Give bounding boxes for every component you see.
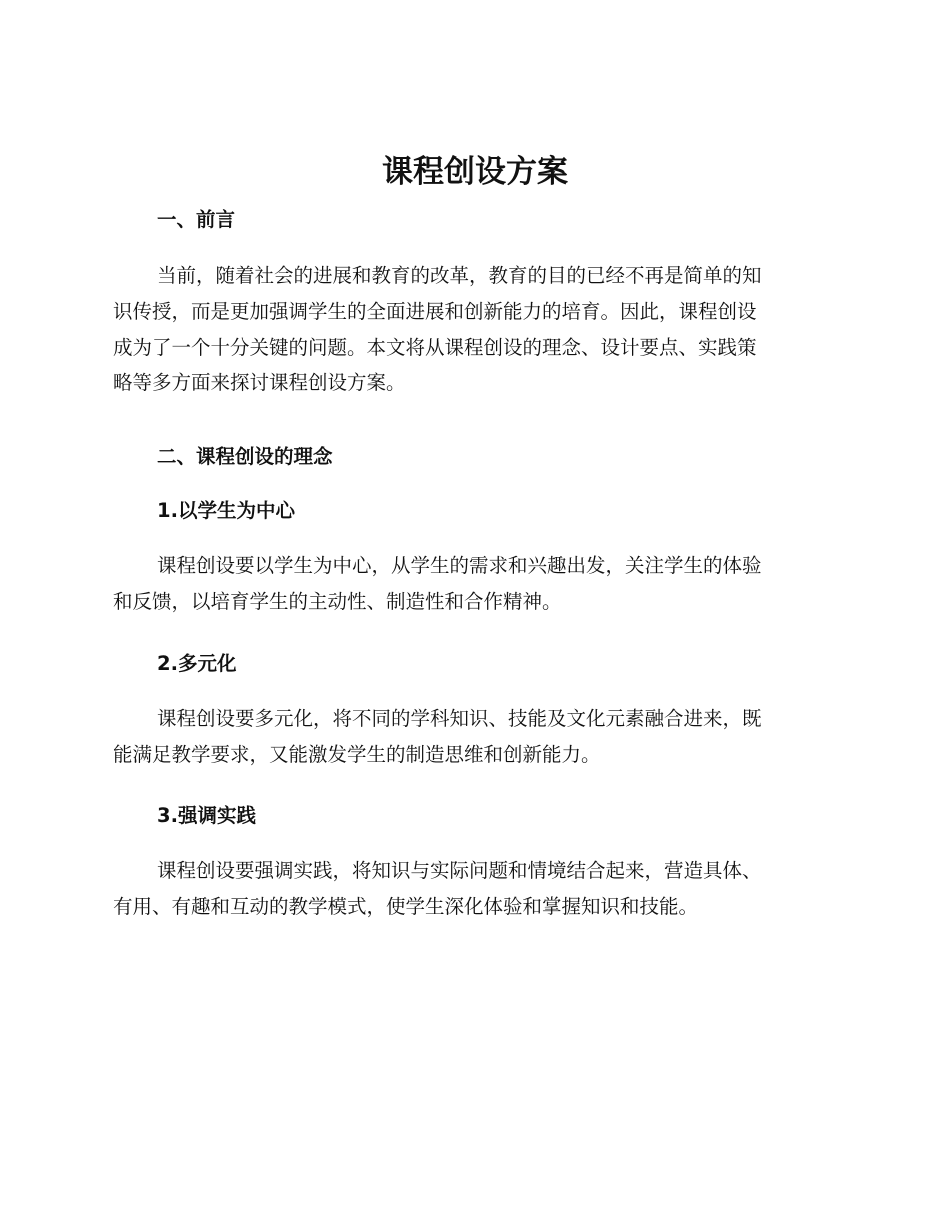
document-title: 课程创设方案	[382, 154, 568, 190]
diversification-paragraph	[113, 701, 829, 773]
paragraph-line: 课程创设要多元化，将不同的学科知识、技能及文化元素融合进来，既	[157, 707, 762, 730]
subheading-practice: 3.强调实践	[157, 804, 256, 827]
subheading-diversification: 2.多元化	[157, 652, 237, 675]
paragraph-line: 有用、有趣和互动的教学模式，使学生深化体验和掌握知识和技能。	[113, 894, 699, 918]
practice-paragraph	[113, 853, 829, 925]
paragraph-line: 略等多方面来探讨课程创设方案。	[113, 371, 406, 395]
paragraph-line: 成为了一个十分关键的问题。本文将从课程创设的理念、设计要点、实践策	[113, 335, 757, 359]
paragraph-line: 和反馈，以培育学生的主动性、制造性和合作精神。	[113, 589, 562, 613]
paragraph-line: 能满足教学要求，又能激发学生的制造思维和创新能力。	[113, 742, 601, 766]
paragraph-line: 课程创设要强调实践，将知识与实际问题和情境结合起来，营造具体、	[157, 859, 762, 882]
preface-paragraph	[113, 258, 829, 401]
section-heading-concept: 二、课程创设的理念	[157, 445, 333, 468]
section-heading-preface: 一、前言	[157, 208, 236, 231]
subheading-student-centered: 1.以学生为中心	[157, 499, 295, 522]
paragraph-line: 课程创设要以学生为中心，从学生的需求和兴趣出发，关注学生的体验	[157, 554, 762, 577]
student-centered-paragraph	[113, 548, 829, 620]
paragraph-line: 当前，随着社会的进展和教育的改革，教育的目的已经不再是简单的知	[157, 264, 762, 287]
paragraph-line: 识传授，而是更加强调学生的全面进展和创新能力的培育。因此，课程创设	[113, 299, 757, 323]
